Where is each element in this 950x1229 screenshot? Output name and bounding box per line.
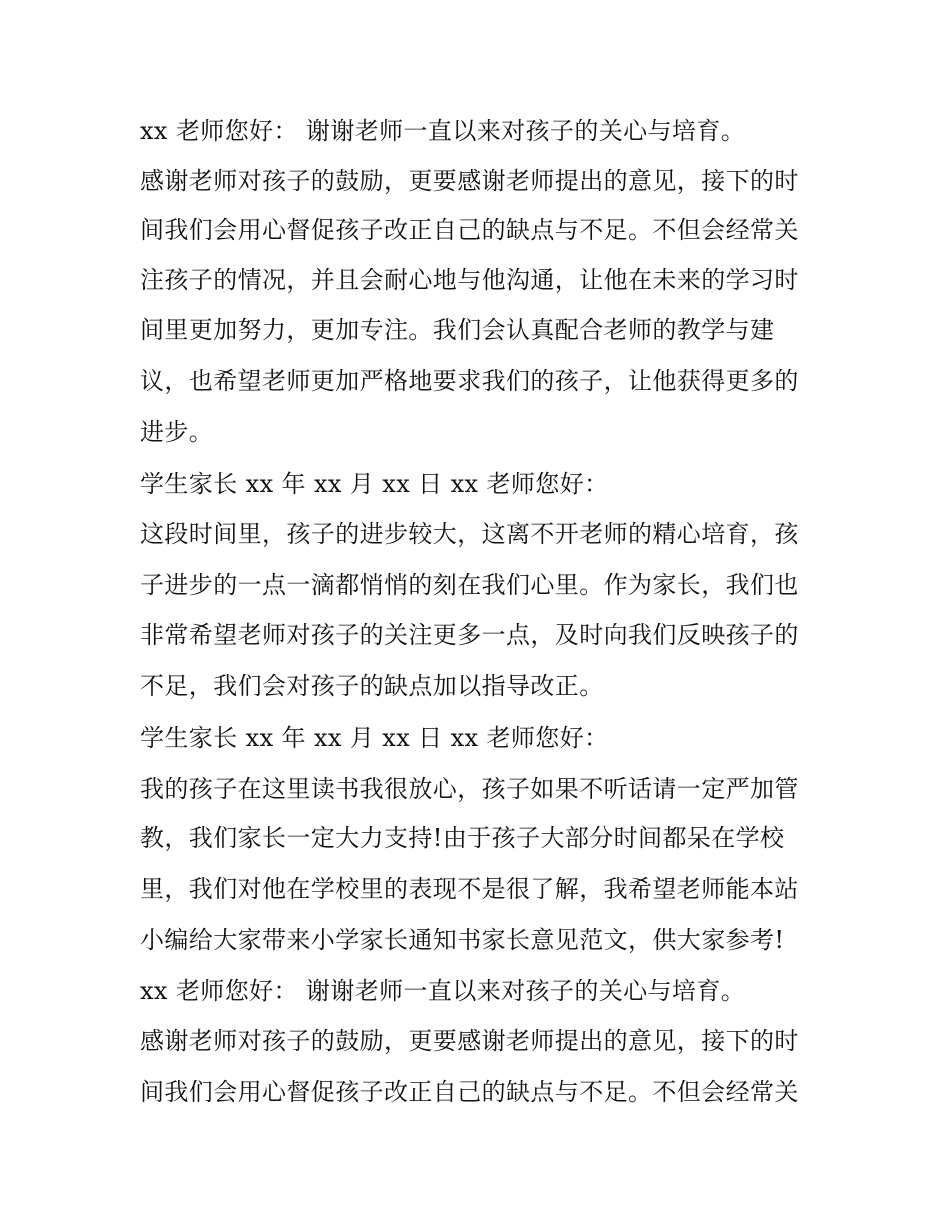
text-line: 间里更加努力，更加专注。我们会认真配合老师的教学与建	[140, 316, 775, 344]
text-line: 间我们会用心督促孩子改正自己的缺点与不足。不但会经常关	[140, 1078, 799, 1106]
text-line: xx 老师您好： 谢谢老师一直以来对孩子的关心与培育。	[140, 117, 746, 145]
text-line: 小编给大家带来小学家长通知书家长意见范文，供大家参考!	[140, 926, 785, 954]
text-line: 议，也希望老师更加严格地要求我们的孩子，让他获得更多的	[140, 367, 799, 395]
text-line: 不足，我们会对孩子的缺点加以指导改正。	[140, 672, 604, 700]
text-line: 里，我们对他在学校里的表现不是很了解，我希望老师能本站	[140, 875, 799, 903]
text-line: 感谢老师对孩子的鼓励，更要感谢老师提出的意见，接下的时	[140, 1027, 799, 1055]
text-line: 感谢老师对孩子的鼓励，更要感谢老师提出的意见，接下的时	[140, 167, 799, 195]
text-line: xx 老师您好： 谢谢老师一直以来对孩子的关心与培育。	[140, 977, 746, 1005]
text-line: 这段时间里，孩子的进步较大，这离不开老师的精心培育，孩	[140, 520, 799, 548]
text-line: 学生家长 xx 年 xx 月 xx 日 xx 老师您好：	[140, 470, 609, 498]
text-line: 间我们会用心督促孩子改正自己的缺点与不足。不但会经常关	[140, 216, 799, 244]
text-line: 非常希望老师对孩子的关注更多一点，及时向我们反映孩子的	[140, 621, 799, 649]
text-line: 学生家长 xx 年 xx 月 xx 日 xx 老师您好：	[140, 724, 609, 752]
text-line: 教，我们家长一定大力支持!由于孩子大部分时间都呆在学校	[140, 824, 785, 852]
text-line: 进步。	[140, 418, 214, 446]
text-line: 子进步的一点一滴都悄悄的刻在我们心里。作为家长，我们也	[140, 571, 799, 599]
text-line: 注孩子的情况，并且会耐心地与他沟通，让他在未来的学习时	[140, 266, 799, 294]
text-line: 我的孩子在这里读书我很放心，孩子如果不听话请一定严加管	[140, 775, 799, 803]
